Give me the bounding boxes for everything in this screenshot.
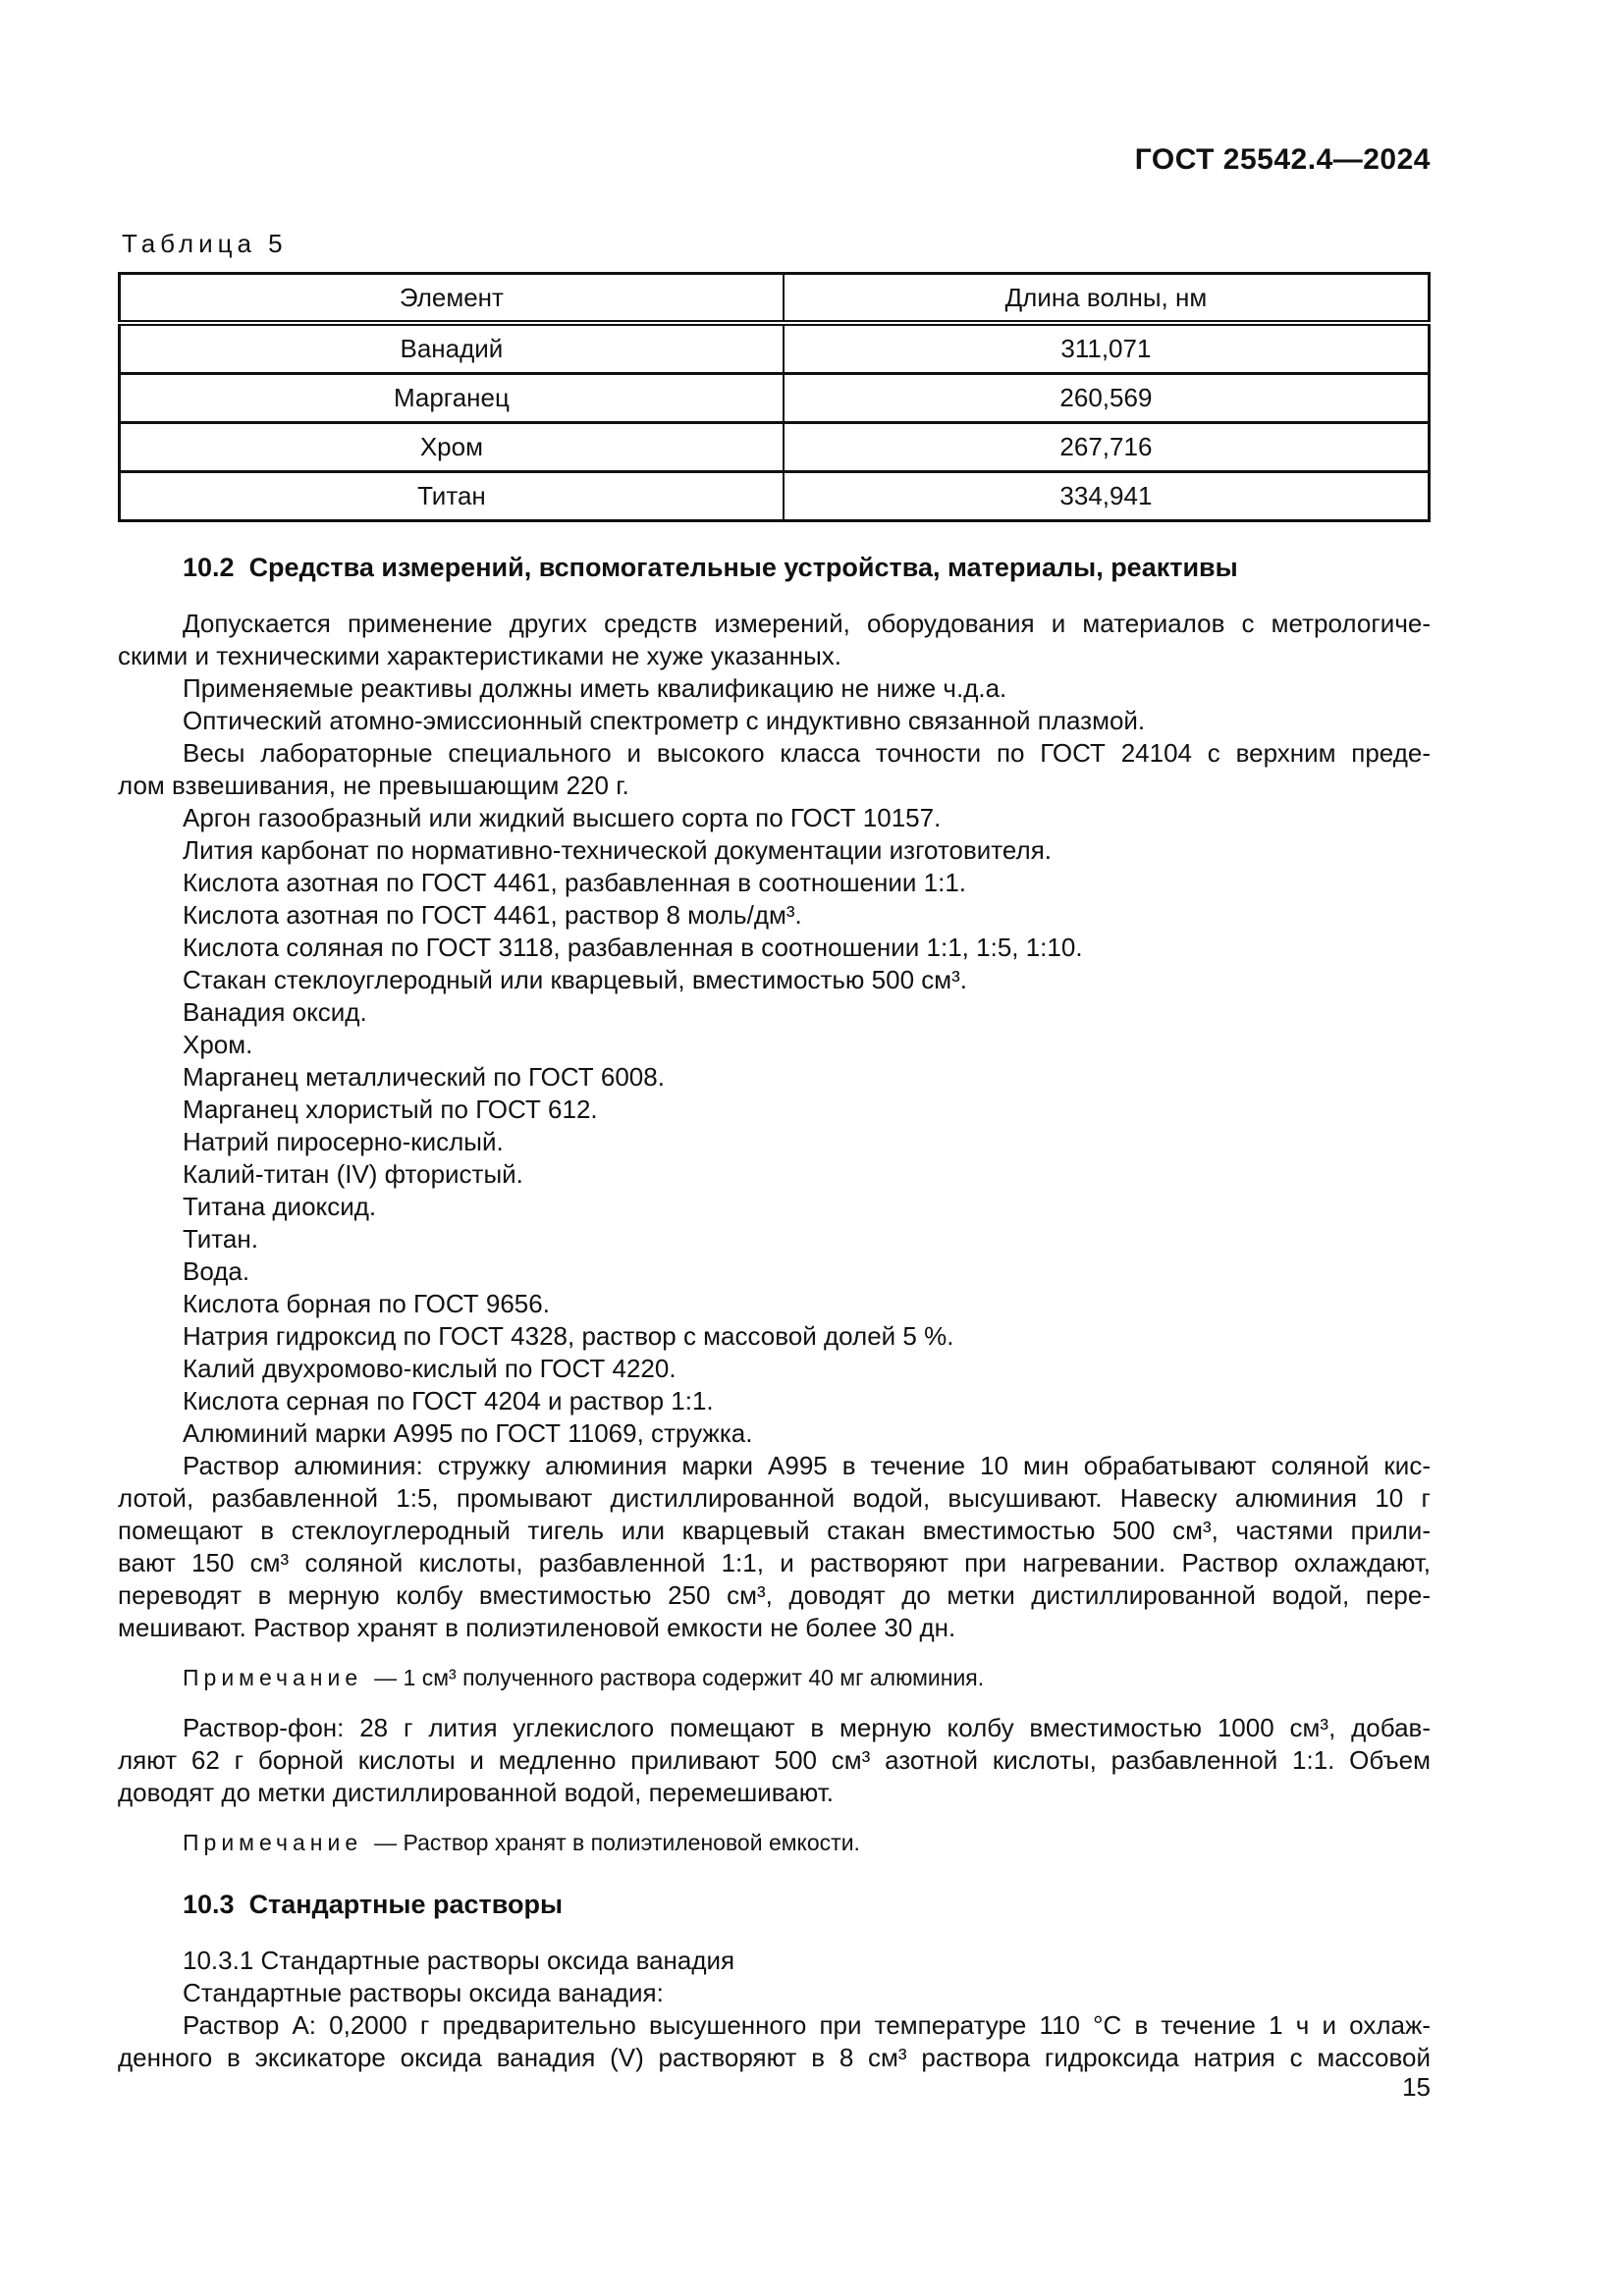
table-caption: Таблица 5 bbox=[122, 229, 288, 258]
page-content bbox=[118, 0, 1431, 2074]
wavelength-cell: 334,941 bbox=[784, 472, 1430, 521]
table-row bbox=[120, 323, 1430, 374]
section-10-3-number: 10.3 bbox=[183, 1890, 235, 1919]
body-line: 10.3.1 Стандартные растворы оксида ванадия bbox=[183, 1946, 735, 1975]
body-line: лом взвешивания, не превышающим 220 г. bbox=[118, 771, 629, 800]
body-line: Марганец хлористый по ГОСТ 612. bbox=[183, 1095, 598, 1124]
section-10-2-number: 10.2 bbox=[183, 553, 235, 582]
body-line: Допускается применение других средств измерений, оборудования и материалов с метрологиче- bbox=[183, 609, 1431, 638]
table-header-row bbox=[120, 274, 1430, 324]
body-line: Ванадия оксид. bbox=[183, 997, 367, 1027]
wavelength-cell: 260,569 bbox=[784, 374, 1430, 423]
body-line: доводят до метки дистиллированной водой, перемешивают. bbox=[118, 1778, 834, 1807]
section-10-3-title: Стандартные растворы bbox=[248, 1890, 564, 1919]
body-line: помещают в стеклоуглеродный тигель или кварцевый стакан вместимостью 500 см³, частями прили- bbox=[118, 1516, 1431, 1545]
note bbox=[118, 1662, 1431, 1694]
column-header-element: Элемент bbox=[120, 274, 784, 324]
body-line: ляют 62 г борной кислоты и медленно приливают 500 см³ азотной кислоты, разбавленной 1:1. Объем bbox=[118, 1745, 1431, 1775]
body-line: Раствор А: 0,2000 г предварительно высушенного при температуре 110 °С в течение 1 ч и охлаж- bbox=[183, 2010, 1431, 2040]
body-line: Кислота азотная по ГОСТ 4461, раствор 8 моль/дм³. bbox=[183, 900, 802, 930]
page-number: 15 bbox=[1402, 2072, 1431, 2102]
body-line: Раствор алюминия: стружку алюминия марки А995 в течение 10 мин обрабатывают соляной кис- bbox=[183, 1451, 1431, 1480]
body-line: Натрий пиросерно-кислый. bbox=[183, 1127, 504, 1156]
body-line: Марганец металлический по ГОСТ 6008. bbox=[183, 1062, 665, 1092]
body-line: Кислота борная по ГОСТ 9656. bbox=[183, 1289, 550, 1318]
note-label: Примечание bbox=[183, 1665, 363, 1690]
body-line: Лития карбонат по нормативно-технической документации изготовителя. bbox=[183, 835, 1052, 865]
body-line: лотой, разбавленной 1:5, промывают дистиллированной водой, высушивают. Навеску алюминия 10 г bbox=[118, 1483, 1431, 1513]
note-text: — Раствор хранят в полиэтиленовой емкости. bbox=[374, 1830, 860, 1855]
body-line: денного в эксикаторе оксида ванадия (V) растворяют в 8 см³ раствора гидроксида натрия с массовой bbox=[118, 2043, 1431, 2072]
body-line: Кислота соляная по ГОСТ 3118, разбавленная в соотношении 1:1, 1:5, 1:10. bbox=[183, 933, 1083, 962]
body-line: Калий-титан (IV) фтористый. bbox=[183, 1159, 523, 1189]
body-line: Вода. bbox=[183, 1256, 250, 1286]
element-cell: Ванадий bbox=[400, 334, 504, 363]
element-cell: Марганец bbox=[120, 374, 784, 423]
section-10-3-heading bbox=[118, 1889, 1431, 1921]
section-10-2-heading bbox=[118, 552, 1431, 584]
section-10-2-title: Средства измерений, вспомогательные устройства, материалы, реактивы bbox=[248, 553, 1238, 582]
body-line: Весы лабораторные специального и высокого класса точности по ГОСТ 24104 с верхним преде- bbox=[183, 738, 1431, 768]
note-text: — 1 см³ полученного раствора содержит 40 мг алюминия. bbox=[374, 1665, 985, 1690]
body-line: Калий двухромово-кислый по ГОСТ 4220. bbox=[183, 1354, 677, 1383]
table-row bbox=[120, 423, 1430, 472]
body-line: скими и техническими характеристиками не хуже указанных. bbox=[118, 641, 841, 670]
element-cell: Хром bbox=[120, 423, 784, 472]
standard-number: ГОСТ 25542.4—2024 bbox=[1134, 143, 1431, 176]
table-row bbox=[120, 374, 1430, 423]
body-line: Стакан стеклоуглеродный или кварцевый, вместимостью 500 см³. bbox=[183, 965, 968, 994]
body-line: Кислота азотная по ГОСТ 4461, разбавленная в соотношении 1:1. bbox=[183, 868, 967, 897]
body-line: мешивают. Раствор хранят в полиэтиленовой емкости не более 30 дн. bbox=[118, 1613, 956, 1642]
body-line: Натрия гидроксид по ГОСТ 4328, раствор с массовой долей 5 %. bbox=[183, 1321, 954, 1351]
table-row bbox=[120, 472, 1430, 521]
body-line: Титана диоксид. bbox=[183, 1192, 377, 1221]
body-line: Аргон газообразный или жидкий высшего сорта по ГОСТ 10157. bbox=[183, 803, 942, 832]
wavelength-cell: 311,071 bbox=[784, 323, 1430, 374]
body-line: Алюминий марки А995 по ГОСТ 11069, стружка. bbox=[183, 1418, 753, 1448]
wavelength-cell: 267,716 bbox=[784, 423, 1430, 472]
body-line: Стандартные растворы оксида ванадия: bbox=[183, 1978, 664, 2007]
note bbox=[118, 1827, 1431, 1859]
body-line: переводят в мерную колбу вместимостью 250 см³, доводят до метки дистиллированной водой, пере- bbox=[118, 1580, 1431, 1610]
body-line: вают 150 см³ соляной кислоты, разбавленной 1:1, и растворяют при нагревании. Раствор охлаждают, bbox=[118, 1548, 1431, 1577]
body-line: Хром. bbox=[183, 1030, 253, 1059]
element-cell: Титан bbox=[120, 472, 784, 521]
column-header-wavelength: Длина волны, нм bbox=[784, 274, 1430, 324]
note-label: Примечание bbox=[183, 1830, 363, 1855]
wavelength-table bbox=[118, 272, 1431, 522]
body-line: Кислота серная по ГОСТ 4204 и раствор 1:1. bbox=[183, 1386, 714, 1415]
body-line: Титан. bbox=[183, 1224, 258, 1254]
body-line: Применяемые реактивы должны иметь квалификацию не ниже ч.д.а. bbox=[183, 673, 1007, 703]
body-line: Раствор-фон: 28 г лития углекислого помещают в мерную колбу вместимостью 1000 см³, добав- bbox=[183, 1713, 1431, 1742]
body-line: Оптический атомно-эмиссионный спектрометр с индуктивно связанной плазмой. bbox=[183, 706, 1146, 735]
